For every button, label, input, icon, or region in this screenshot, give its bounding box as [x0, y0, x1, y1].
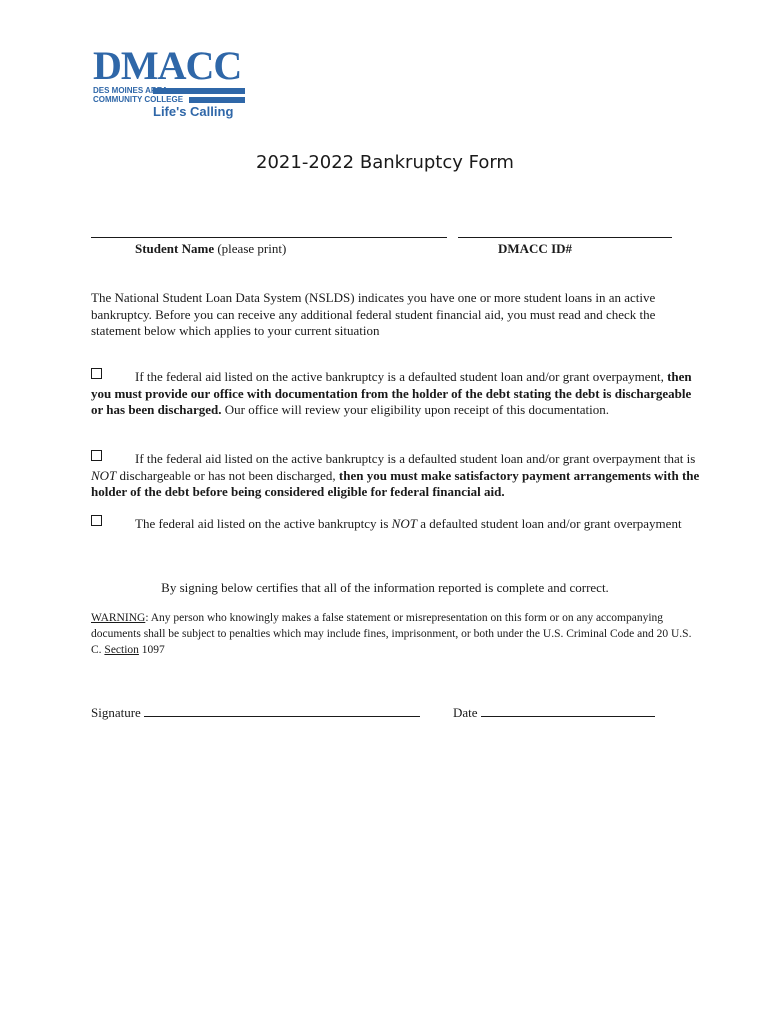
intro-paragraph: The National Student Loan Data System (NSLDS) indicates you have one or more student loans in an active bankruptcy. Before you can receive any additional federal student financial aid, you must read and check the statement below which applies to your current situation — [91, 290, 656, 338]
form-title: 2021-2022 Bankruptcy Form — [256, 152, 514, 173]
dmacc-logo — [93, 43, 253, 124]
student-name-label: Student Name (please print) — [135, 241, 287, 256]
option-1-text: If the federal aid listed on the active bankruptcy is a defaulted student loan and/or grant overpayment, then you must provide our office with documentation from the holder of the debt stating the debt is dischargeable or has been discharged. Our office will review your eligibility upon receipt of this documentation. — [91, 369, 692, 417]
student-name-line[interactable] — [91, 237, 447, 238]
signature-line[interactable] — [144, 706, 420, 717]
warning-text: WARNING: Any person who knowingly makes a false statement or misrepresentation on this form or on any accompanying documents shall be subject to penalties which may include fines, imprisonment, or both under the U.S. Criminal Code and 20 U.S. C. Section 1097 — [91, 612, 692, 656]
signature-label: Signature — [91, 705, 141, 720]
dmacc-id-label: DMACC ID# — [498, 241, 573, 256]
date-line[interactable] — [481, 706, 655, 717]
logo-tagline: Life's Calling — [153, 104, 234, 119]
logo-wordmark: DMACC — [93, 43, 242, 88]
logo-line1: DES MOINES AREA — [93, 86, 168, 95]
option-3-text: The federal aid listed on the active bankruptcy is NOT a defaulted student loan and/or grant overpayment — [135, 516, 682, 531]
dmacc-id-line[interactable] — [458, 237, 672, 238]
logo-line2: COMMUNITY COLLEGE — [93, 95, 184, 104]
date-label: Date — [453, 705, 478, 720]
logo-bar — [189, 97, 245, 103]
certify-statement: By signing below certifies that all of the information reported is complete and correct. — [161, 580, 609, 595]
date-field — [453, 705, 655, 721]
option-2-text: If the federal aid listed on the active bankruptcy is a defaulted student loan and/or grant overpayment that is NOT dischargeable or has not been discharged, then you must make satisfactory payment arrangements with the holder of the debt before being considered eligible for federal financial aid. — [91, 451, 700, 499]
signature-field — [91, 705, 420, 721]
